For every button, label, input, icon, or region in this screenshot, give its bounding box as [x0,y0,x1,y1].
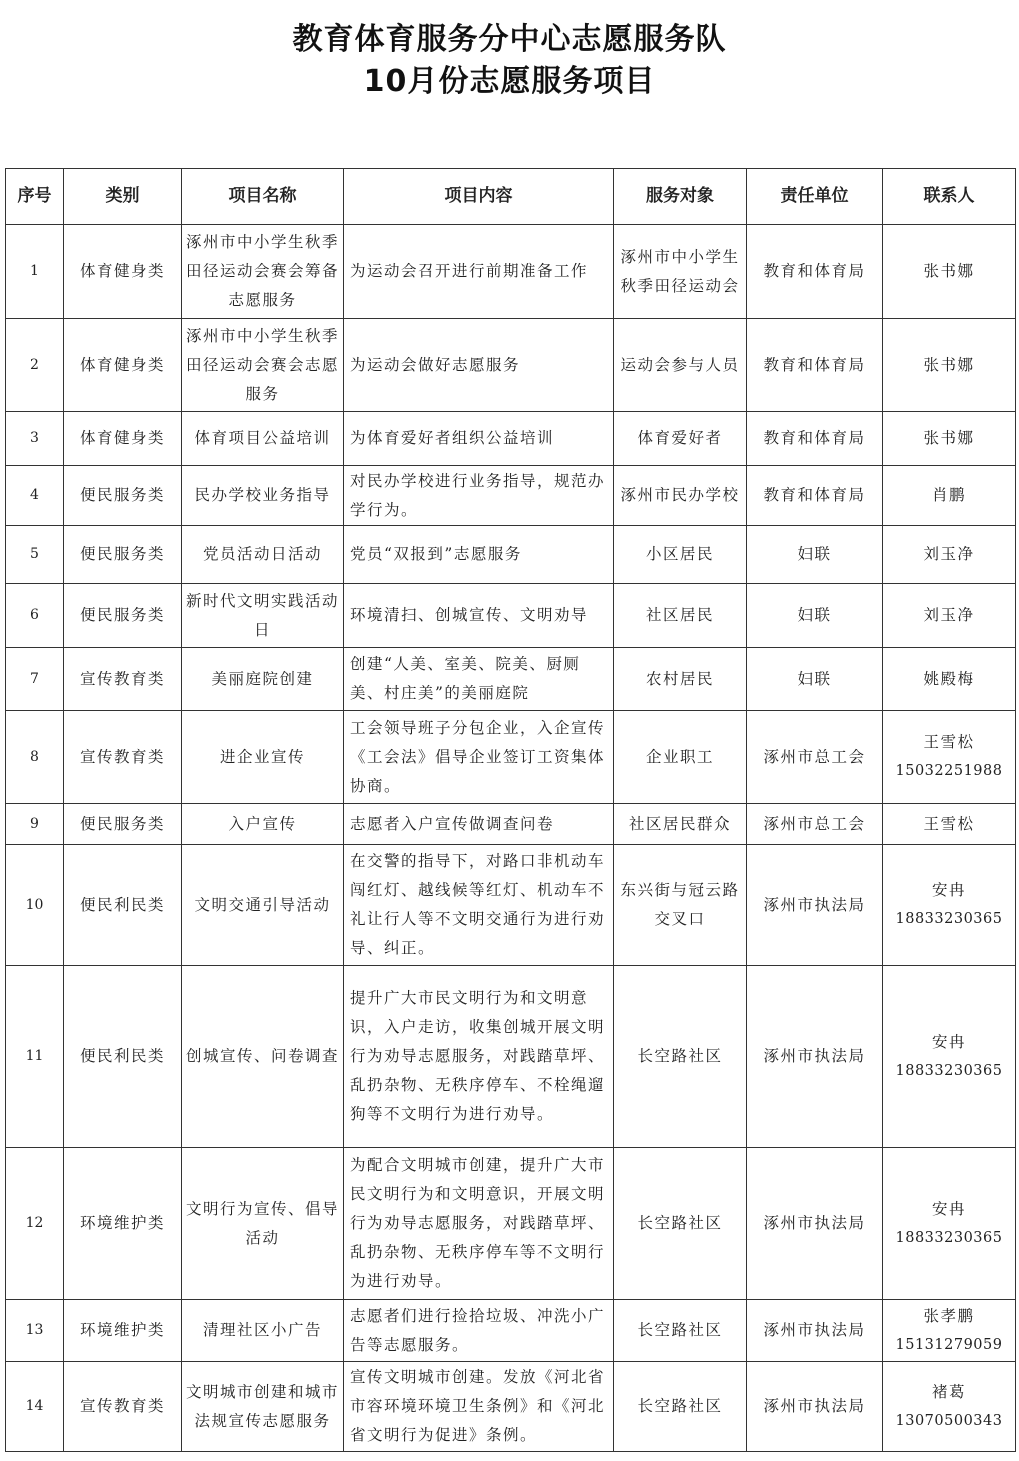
header-cell: 责任单位 [747,169,883,225]
row-number: 6 [6,584,64,648]
table-row [6,648,1016,711]
contact-cell [883,1148,1016,1300]
contact-name: 刘玉净 [923,545,975,563]
contact-name: 刘玉净 [923,606,975,624]
project-name-cell: 入户宣传 [182,804,344,845]
contact-phone: 18833230365 [895,1062,1003,1079]
page-subtitle: 10月份志愿服务项目 [363,64,656,99]
contact-phone: 18833230365 [895,1229,1003,1246]
project-name-cell: 涿州市中小学生秋季田径运动会赛会志愿服务 [182,319,344,412]
responsible-unit-cell: 教育和体育局 [747,466,883,526]
contact-cell [883,225,1016,319]
responsible-unit-cell: 涿州市执法局 [747,966,883,1148]
row-number: 3 [6,412,64,466]
contact-cell [883,648,1016,711]
table-row [6,584,1016,648]
row-number: 7 [6,648,64,711]
service-target-cell: 社区居民群众 [614,804,747,845]
project-content-cell: 志愿者入户宣传做调查问卷 [344,804,614,845]
service-target-cell: 东兴街与冠云路交叉口 [614,845,747,966]
responsible-unit-cell: 涿州市总工会 [747,711,883,804]
contact-name: 姚殿梅 [923,669,975,688]
category-cell: 便民利民类 [64,966,182,1148]
contact-cell [883,412,1016,466]
header-cell: 序号 [6,169,64,225]
contact-name: 王雪松 [923,733,975,751]
contact-name: 张书娜 [923,262,975,280]
category-cell: 便民服务类 [64,466,182,526]
service-target-cell: 体育爱好者 [614,412,747,466]
project-name-cell: 体育项目公益培训 [182,412,344,466]
table-row [6,466,1016,526]
responsible-unit-cell: 教育和体育局 [747,412,883,466]
contact-cell [883,966,1016,1148]
table-row [6,804,1016,845]
project-name-cell: 民办学校业务指导 [182,466,344,526]
project-content-cell: 为运动会召开进行前期准备工作 [344,225,614,319]
row-number: 8 [6,711,64,804]
contact-phone: 18833230365 [895,911,1003,927]
header-cell: 联系人 [883,169,1016,225]
responsible-unit-cell: 涿州市执法局 [747,1148,883,1300]
project-content-cell: 在交警的指导下，对路口非机动车闯红灯、越线候等红灯、机动车不礼让行人等不文明交通行为进行劝导、纠正。 [344,845,614,966]
project-name-cell: 新时代文明实践活动日 [182,584,344,648]
contact-phone: 13070500343 [895,1412,1003,1429]
table-row [6,966,1016,1148]
project-content-cell: 为配合文明城市创建，提升广大市民文明行为和文明意识，开展文明行为劝导志愿服务，对践踏草坪、乱扔杂物、无秩序停车等不文明行为进行劝导。 [344,1148,614,1300]
responsible-unit-cell: 妇联 [747,584,883,648]
row-number: 12 [6,1148,64,1300]
responsible-unit-cell: 涿州市执法局 [747,1300,883,1362]
header-cell: 项目内容 [344,169,614,225]
table-header-row [6,169,1016,225]
contact-cell [883,584,1016,648]
service-target-cell: 涿州市中小学生秋季田径运动会 [614,225,747,319]
contact-name: 安冉 [931,1199,966,1218]
project-name-cell: 涿州市中小学生秋季田径运动会赛会筹备志愿服务 [182,225,344,319]
category-cell: 环境维护类 [64,1148,182,1300]
contact-name: 王雪松 [923,814,975,833]
contact-cell [883,804,1016,845]
service-target-cell: 运动会参与人员 [614,319,747,412]
contact-name: 褚葛 [931,1382,966,1401]
project-content-cell: 对民办学校进行业务指导，规范办学行为。 [344,466,614,526]
project-content-cell: 为运动会做好志愿服务 [344,319,614,412]
responsible-unit-cell: 涿州市执法局 [747,845,883,966]
project-content-cell: 提升广大市民文明行为和文明意识，入户走访，收集创城开展文明行为劝导志愿服务，对践踏草坪、乱扔杂物、无秩序停车、不栓绳遛狗等不文明行为进行劝导。 [344,966,614,1148]
page-title: 教育体育服务分中心志愿服务队 [292,22,727,57]
responsible-unit-cell: 妇联 [747,526,883,584]
contact-name: 安冉 [931,1032,966,1051]
responsible-unit-cell: 教育和体育局 [747,225,883,319]
category-cell: 宣传教育类 [64,711,182,804]
project-name-cell: 美丽庭院创建 [182,648,344,711]
project-content-cell: 环境清扫、创城宣传、文明劝导 [344,584,614,648]
contact-name: 张孝鹏 [923,1306,975,1325]
service-target-cell: 小区居民 [614,526,747,584]
contact-cell [883,711,1016,804]
service-target-cell: 长空路社区 [614,1300,747,1362]
project-name-cell: 党员活动日活动 [182,526,344,584]
contact-cell [883,466,1016,526]
service-target-cell: 企业职工 [614,711,747,804]
project-name-cell: 文明交通引导活动 [182,845,344,966]
row-number: 2 [6,319,64,412]
project-content-cell: 为体育爱好者组织公益培训 [344,412,614,466]
category-cell: 宣传教育类 [64,1362,182,1452]
header-cell: 类别 [64,169,182,225]
contact-cell [883,845,1016,966]
table-row [6,711,1016,804]
row-number: 9 [6,804,64,845]
project-name-cell: 进企业宣传 [182,711,344,804]
contact-phone: 15032251988 [895,763,1003,779]
table-row [6,1300,1016,1362]
category-cell: 便民服务类 [64,526,182,584]
contact-name: 肖鹏 [931,486,966,504]
contact-cell [883,1300,1016,1362]
service-target-cell: 社区居民 [614,584,747,648]
project-name-cell: 文明行为宣传、倡导活动 [182,1148,344,1300]
row-number: 1 [6,225,64,319]
row-number: 10 [6,845,64,966]
service-target-cell: 长空路社区 [614,1362,747,1452]
row-number: 14 [6,1362,64,1452]
category-cell: 宣传教育类 [64,648,182,711]
project-name-cell: 文明城市创建和城市法规宣传志愿服务 [182,1362,344,1452]
table-row [6,526,1016,584]
table-row [6,1148,1016,1300]
contact-name: 安冉 [931,881,966,899]
project-content-cell: 志愿者们进行捡拾垃圾、冲洗小广告等志愿服务。 [344,1300,614,1362]
header-cell: 服务对象 [614,169,747,225]
project-name-cell: 清理社区小广告 [182,1300,344,1362]
category-cell: 环境维护类 [64,1300,182,1362]
category-cell: 便民服务类 [64,804,182,845]
contact-name: 张书娜 [923,429,975,447]
row-number: 11 [6,966,64,1148]
contact-cell [883,1362,1016,1452]
category-cell: 体育健身类 [64,319,182,412]
responsible-unit-cell: 涿州市总工会 [747,804,883,845]
project-content-cell: 宣传文明城市创建。发放《河北省市容环境环境卫生条例》和《河北省文明行为促进》条例。 [344,1362,614,1452]
header-cell: 项目名称 [182,169,344,225]
table-row [6,225,1016,319]
category-cell: 便民利民类 [64,845,182,966]
contact-name: 张书娜 [923,355,975,374]
responsible-unit-cell: 教育和体育局 [747,319,883,412]
responsible-unit-cell: 涿州市执法局 [747,1362,883,1452]
table-row [6,412,1016,466]
service-target-cell: 长空路社区 [614,1148,747,1300]
volunteer-project-table [5,168,1016,1452]
project-content-cell: 党员“双报到”志愿服务 [344,526,614,584]
project-content-cell: 工会领导班子分包企业，入企宣传《工会法》倡导企业签订工资集体协商。 [344,711,614,804]
project-content-cell: 创建“人美、室美、院美、厨厕美、村庄美”的美丽庭院 [344,648,614,711]
row-number: 5 [6,526,64,584]
contact-cell [883,319,1016,412]
service-target-cell: 长空路社区 [614,966,747,1148]
category-cell: 体育健身类 [64,225,182,319]
contact-cell [883,526,1016,584]
category-cell: 便民服务类 [64,584,182,648]
table-row [6,1362,1016,1452]
row-number: 13 [6,1300,64,1362]
category-cell: 体育健身类 [64,412,182,466]
project-name-cell: 创城宣传、问卷调查 [182,966,344,1148]
service-target-cell: 农村居民 [614,648,747,711]
table-row [6,845,1016,966]
table-row [6,319,1016,412]
row-number: 4 [6,466,64,526]
service-target-cell: 涿州市民办学校 [614,466,747,526]
contact-phone: 15131279059 [895,1336,1003,1353]
responsible-unit-cell: 妇联 [747,648,883,711]
